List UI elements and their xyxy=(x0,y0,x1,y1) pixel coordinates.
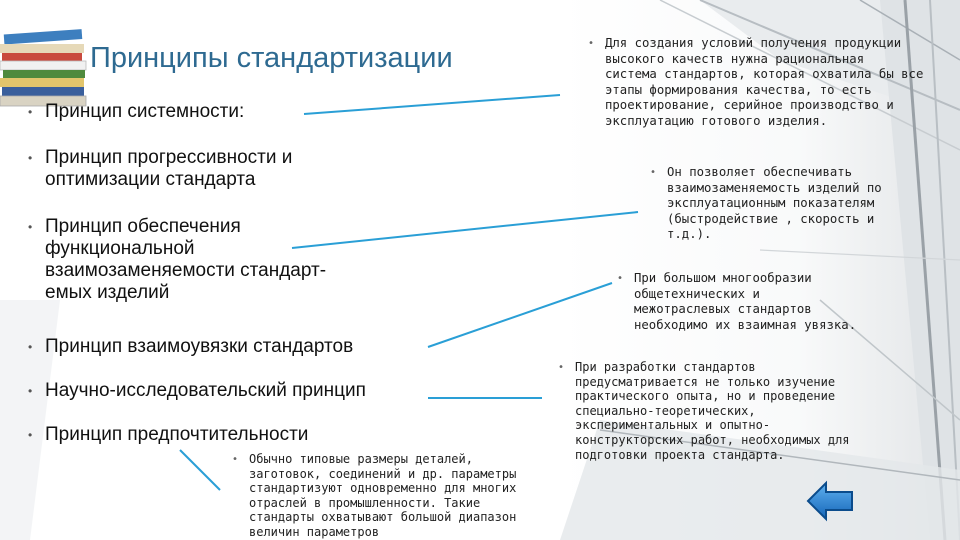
principle-item xyxy=(28,336,353,358)
note-text: При разработки стандартов предусматривается не только изучение практического опыта, но и проведение специально-теоретических, экспериментальных и опытно- конструкторских работ, необходимых для подготовки проекта стандарта. xyxy=(575,360,850,462)
principle-label: Научно-исследовательский принцип xyxy=(45,380,366,401)
principle-item xyxy=(28,101,244,123)
bullet: • xyxy=(558,362,565,373)
principle-label: Принцип предпочтительности xyxy=(45,424,309,445)
slide-title: Принципы стандартизации xyxy=(90,42,453,74)
bullet: • xyxy=(650,167,657,178)
note-linkage xyxy=(617,271,856,333)
note-systemic xyxy=(588,36,923,130)
bullet: • xyxy=(232,454,239,465)
bullet: • xyxy=(617,273,624,284)
back-arrow-icon[interactable] xyxy=(806,480,854,522)
bullet: • xyxy=(28,220,33,234)
books-icon xyxy=(0,28,92,110)
bullet: • xyxy=(28,428,33,442)
note-preferability xyxy=(232,452,516,539)
principle-item xyxy=(28,147,292,191)
principle-label: Принцип прогрессивности и оптимизации стандарта xyxy=(45,147,293,190)
note-text: При большом многообразии общетехнических и межотраслевых стандартов необходимо их взаимная увязка. xyxy=(634,271,857,332)
principle-item xyxy=(28,216,326,304)
bullet: • xyxy=(28,151,33,165)
bullet: • xyxy=(28,105,33,119)
principle-item xyxy=(28,424,308,446)
note-interchangeability xyxy=(650,165,882,243)
bullet: • xyxy=(588,38,595,49)
principle-label: Принцип взаимоувязки стандартов xyxy=(45,336,354,357)
principle-label: Принцип системности: xyxy=(45,101,245,122)
note-text: Он позволяет обеспечивать взаимозаменяемость изделий по эксплуатационным показателям (быстродействие , скорость и т.д.). xyxy=(667,165,882,242)
note-text: Для создания условий получения продукции высокого качеств нужна рациональная система стандартов, которая охватила бы все этапы формирования качества, то есть проектирование, серийное производство и эксплуатацию готового изделия. xyxy=(605,36,924,128)
bullet: • xyxy=(28,340,33,354)
principle-item xyxy=(28,380,366,402)
bullet: • xyxy=(28,384,33,398)
principle-label: Принцип обеспечения функциональной взаимозаменяемости стандарт- емых изделий xyxy=(45,216,327,303)
note-research xyxy=(558,360,850,462)
note-text: Обычно типовые размеры деталей, заготовок, соединений и др. параметры стандартизуют одновременно для многих отраслей в промышленности. Такие стандарты охватывают большой диапазон величин параметров xyxy=(249,452,517,539)
